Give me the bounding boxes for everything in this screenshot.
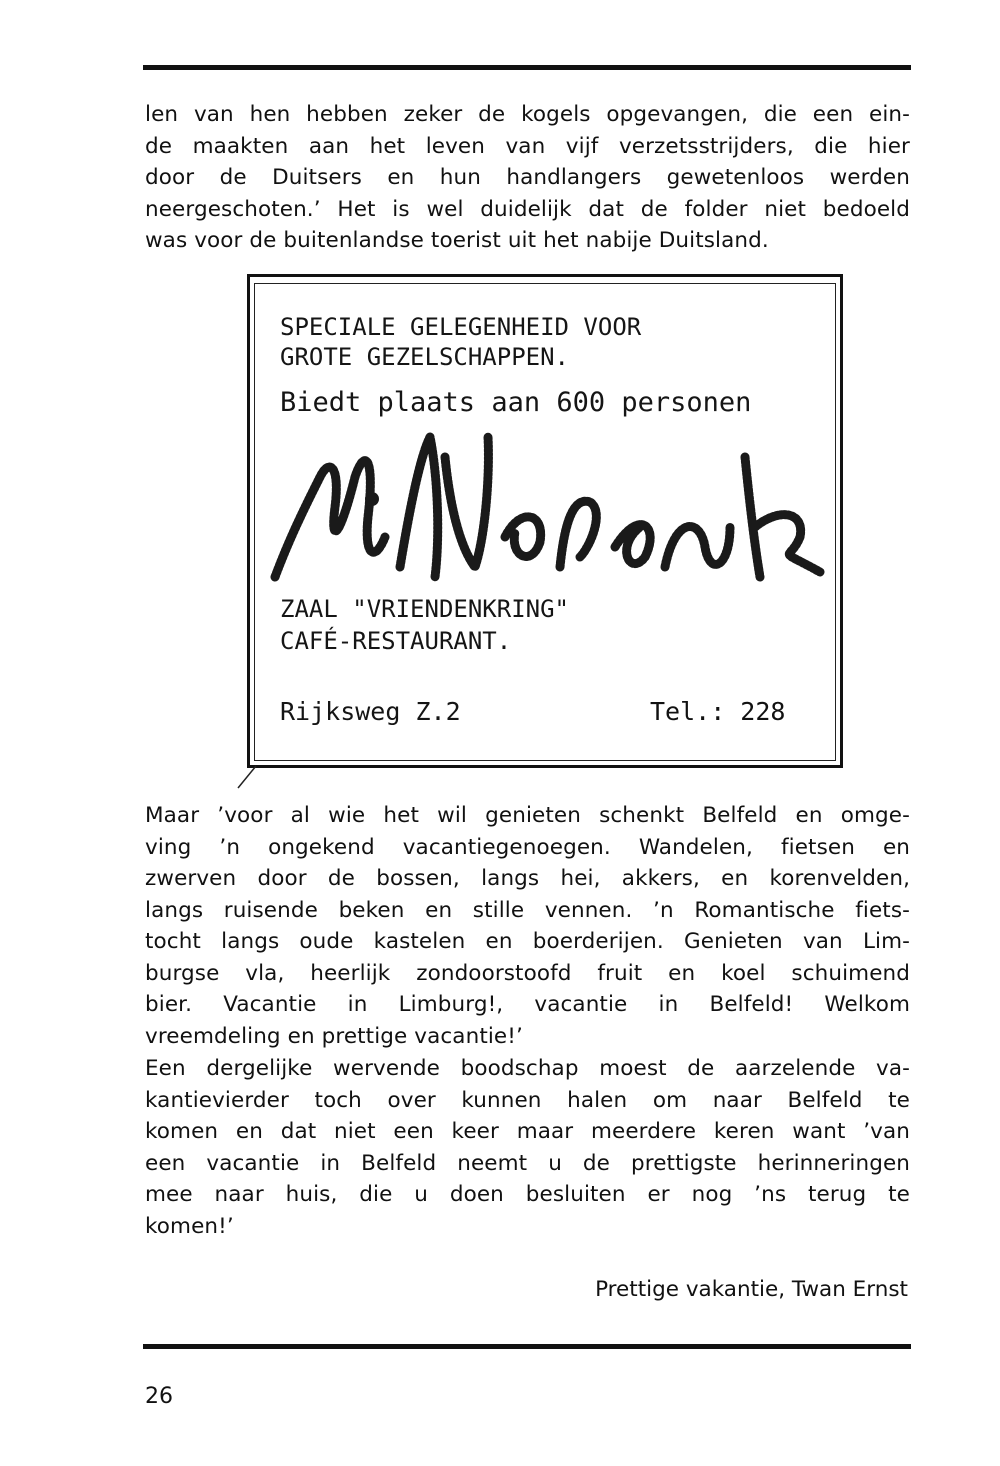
ad-street: Rijksweg Z.2 [280, 697, 461, 726]
text-line: tocht langs oude kastelen en boerderijen. Genieten van Lim- [145, 929, 910, 954]
handwritten-signature [260, 417, 830, 597]
paragraph-2 [145, 800, 910, 1052]
text-line: ving ’n ongekend vacantiegenoegen. Wandelen, fietsen en [145, 834, 910, 860]
advertisement [247, 274, 843, 768]
paragraph-3 [145, 1053, 910, 1242]
ad-phone: Tel.: 228 [650, 697, 786, 726]
text-line: Een dergelijke wervende boodschap moest de aarzelende va- [145, 1056, 910, 1081]
text-line: zwerven door de bossen, langs hei, akkers, en korenvelden, [145, 866, 910, 891]
text-line: len van hen hebben zeker de kogels opgevangen, die een ein- [145, 102, 910, 127]
text-line: door de Duitsers en hun handlangers gewetenloos werden [145, 165, 910, 190]
text-line: was voor de buitenlandse toerist uit het nabije Duitsland. [145, 228, 769, 253]
page-number: 26 [145, 1384, 173, 1409]
ad-venue-type: CAFÉ-RESTAURANT. [280, 627, 512, 655]
top-rule [143, 65, 911, 70]
paragraph-1 [145, 99, 910, 257]
text-line: de maakten aan het leven van vijf verzetsstrijders, die hier [145, 133, 910, 159]
text-line: burgse vla, heerlijk zondoorstoofd fruit en koel schuimend [145, 960, 910, 986]
text-line: kantievierder toch over kunnen halen om naar Belfeld te [145, 1087, 910, 1113]
signoff: Prettige vakantie, Twan Ernst [595, 1277, 908, 1302]
text-line: vreemdeling en prettige vacantie!’ [145, 1023, 523, 1049]
text-line: een vacantie in Belfeld neemt u de prettigste herinneringen [145, 1150, 910, 1176]
ad-capacity: Biedt plaats aan 600 personen [280, 387, 752, 418]
text-line: Maar ’voor al wie het wil genieten schenkt Belfeld en omge- [145, 803, 910, 828]
text-line: langs ruisende beken en stille vennen. ’n Romantische fiets- [145, 897, 910, 923]
ad-heading-line-1: SPECIALE GELEGENHEID VOOR [280, 313, 642, 341]
ad-venue-name: ZAAL "VRIENDENKRING" [280, 595, 569, 623]
text-line: neergeschoten.’ Het is wel duidelijk dat de folder niet bedoeld [145, 196, 910, 222]
bottom-rule [143, 1344, 911, 1349]
text-line: bier. Vacantie in Limburg!, vacantie in Belfeld! Welkom [145, 992, 910, 1017]
text-line: komen!’ [145, 1213, 234, 1239]
text-line: komen en dat niet een keer maar meerdere keren want ’van [145, 1119, 910, 1144]
ad-heading-line-2: GROTE GEZELSCHAPPEN. [280, 343, 569, 371]
scan-mark-icon [232, 762, 262, 792]
text-line: mee naar huis, die u doen besluiten er nog ’ns terug te [145, 1182, 910, 1207]
